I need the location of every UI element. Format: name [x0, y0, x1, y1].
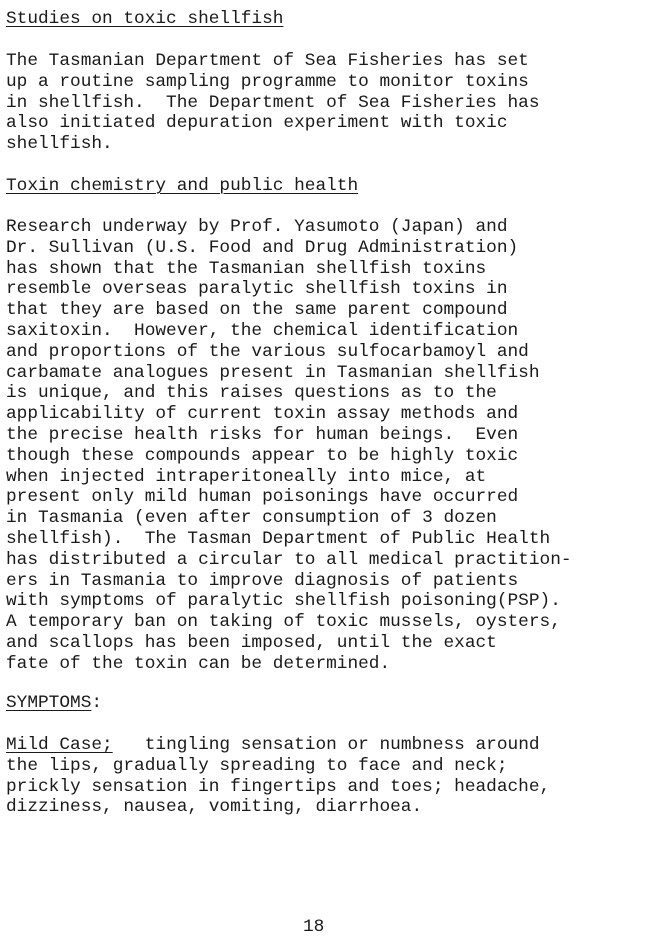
text-line: in Tasmania (even after consumption of 3 dozen: [6, 508, 497, 529]
text-line: prickly sensation in fingertips and toes; headache,: [6, 776, 551, 797]
section-heading-toxic-shellfish: Studies on toxic shellfish: [6, 9, 284, 29]
text-line: A temporary ban on taking of toxic mussels, oysters,: [6, 612, 561, 633]
text-line: applicability of current toxin assay methods and: [6, 404, 519, 425]
text-line: in shellfish. The Department of Sea Fisheries has: [6, 92, 540, 113]
text-line: up a routine sampling programme to monitor toxins: [6, 71, 529, 92]
paragraph-mild-case: [6, 735, 550, 818]
section-heading-toxin-chemistry: Toxin chemistry and public health: [6, 176, 359, 196]
text-line: the lips, gradually spreading to face and neck;: [6, 755, 508, 776]
text-line: fate of the toxin can be determined.: [6, 653, 391, 674]
text-line: is unique, and this raises questions as to the: [6, 383, 497, 404]
text-line: shellfish). The Tasman Department of Public Health: [6, 528, 551, 549]
text-line: saxitoxin. However, the chemical identification: [6, 320, 519, 341]
text-line: and scallops has been imposed, until the exact: [6, 632, 497, 653]
paragraph-research: [6, 217, 572, 675]
text-line: present only mild human poisonings have occurred: [6, 487, 519, 508]
text-line: and proportions of the various sulfocarbamoyl and: [6, 341, 529, 362]
text-line: Research underway by Prof. Yasumoto (Japan) and: [6, 217, 508, 237]
text-line: has shown that the Tasmanian shellfish toxins: [6, 258, 487, 279]
symptoms-heading-colon: :: [91, 693, 103, 713]
page-number: 18: [303, 917, 325, 937]
symptoms-heading-row: [6, 693, 102, 714]
mild-case-label: Mild Case;: [6, 735, 113, 755]
text-line: the precise health risks for human beings. Even: [6, 424, 519, 445]
text-line: also initiated depuration experiment with toxic: [6, 113, 508, 134]
text-line: though these compounds appear to be highly toxic: [6, 445, 519, 466]
text-line: with symptoms of paralytic shellfish poisoning(PSP).: [6, 591, 561, 612]
symptoms-heading: SYMPTOMS: [6, 693, 92, 713]
text-line: ers in Tasmania to improve diagnosis of patients: [6, 570, 519, 591]
paragraph-sampling-programme: [6, 51, 540, 155]
text-line: shellfish.: [6, 134, 113, 155]
text-line: Dr. Sullivan (U.S. Food and Drug Administration): [6, 237, 519, 258]
text-line: that they are based on the same parent compound: [6, 300, 508, 321]
text-line: carbamate analogues present in Tasmanian shellfish: [6, 362, 540, 383]
text-line: dizziness, nausea, vomiting, diarrhoea.: [6, 797, 423, 818]
text-line: resemble overseas paralytic shellfish toxins in: [6, 279, 508, 300]
text-line: The Tasmanian Department of Sea Fisheries has set: [6, 51, 529, 71]
text-line: when injected intraperitoneally into mice, at: [6, 466, 487, 487]
mild-case-first-line: tingling sensation or numbness around: [112, 735, 540, 755]
text-line: has distributed a circular to all medical practition-: [6, 549, 572, 570]
